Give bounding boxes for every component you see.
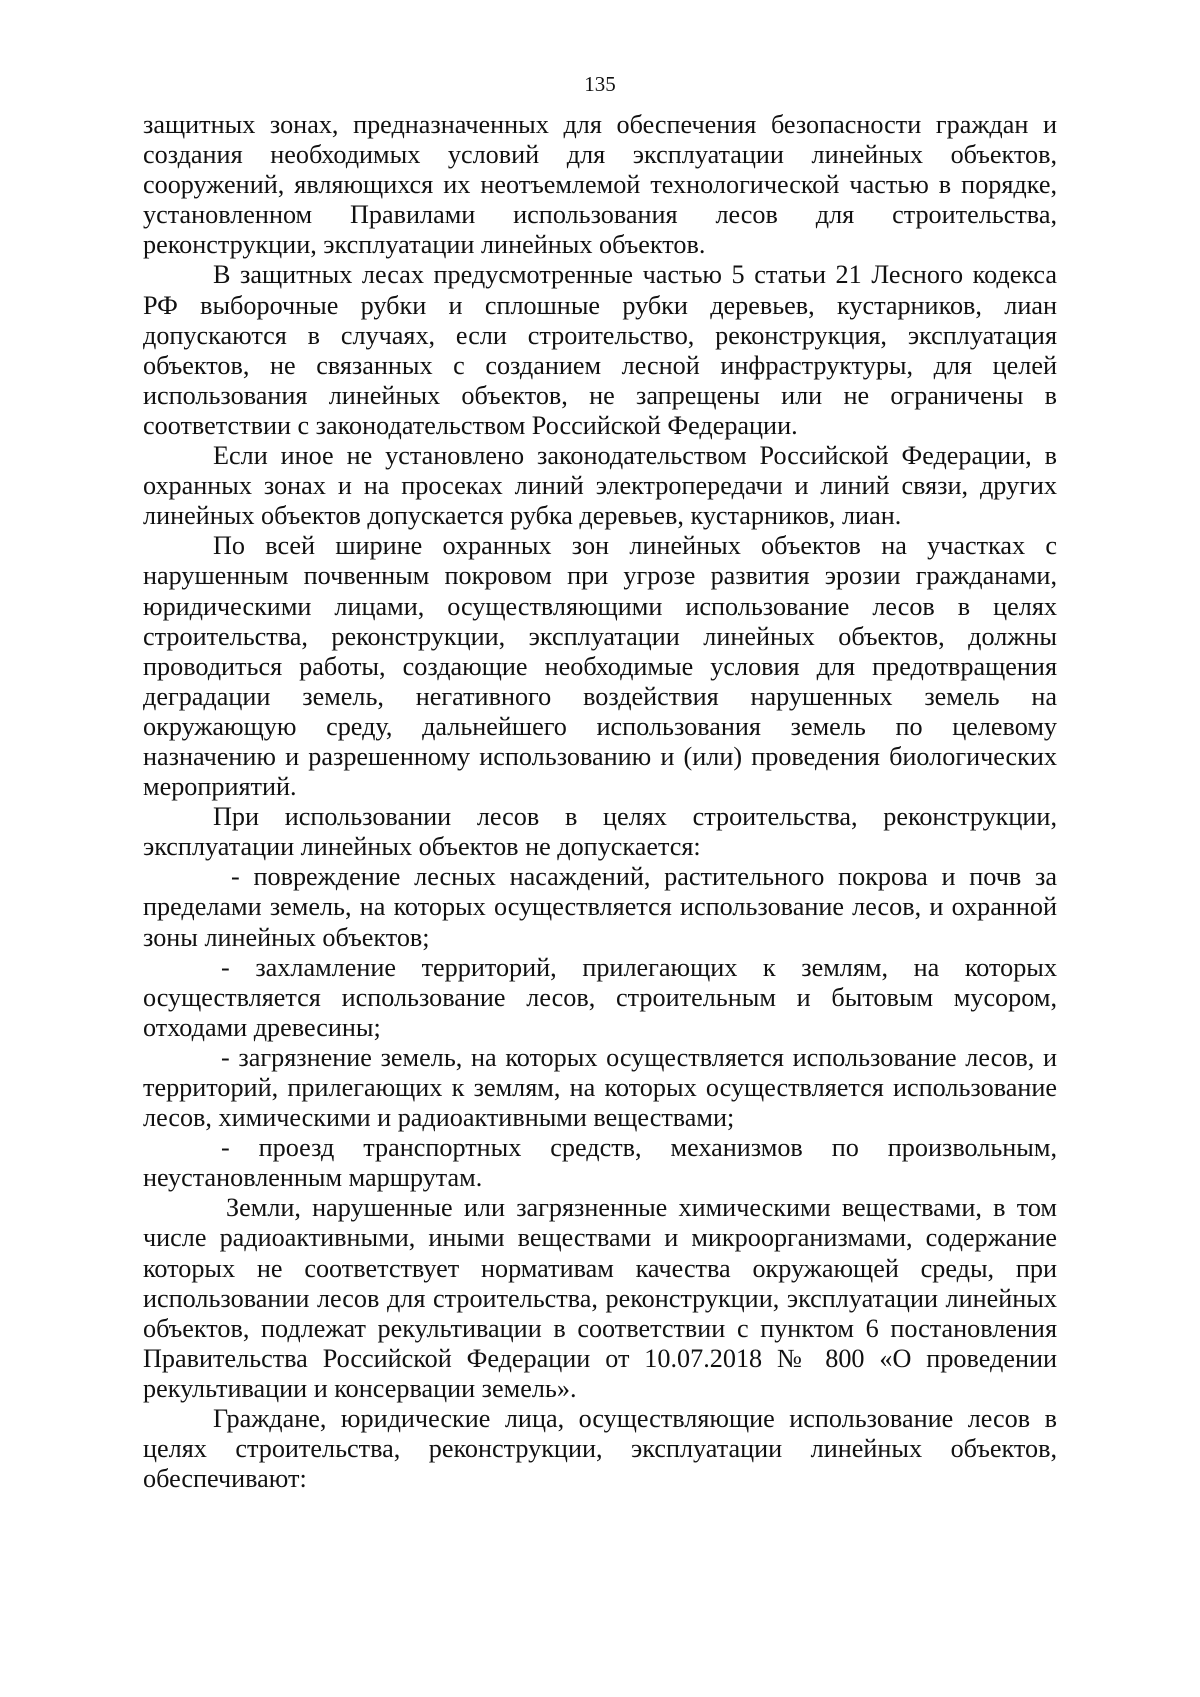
- list-item-vehicle-passage: - проезд транспортных средств, механизмов по произвольным, неустановленным маршрутам.: [143, 1133, 1057, 1193]
- list-item-littering: - захламление территорий, прилегающих к землям, на которых осуществляется использование лесов, строительным и бытовым мусором, отходами древесины;: [143, 952, 1057, 1042]
- paragraph-security-zones-felling: Если иное не установлено законодательством Российской Федерации, в охранных зонах и на просеках линий электропередачи и линий связи, других линейных объектов допускается рубка деревьев, кустарников, лиан.: [143, 441, 1057, 531]
- paragraph-prohibitions-intro: При использовании лесов в целях строительства, реконструкции, эксплуатации линейных объектов не допускается:: [143, 802, 1057, 862]
- paragraph-protective-forests: В защитных лесах предусмотренные частью 5 статьи 21 Лесного кодекса РФ выборочные рубки и сплошные рубки деревьев, кустарников, лиан допускаются в случаях, если строительство, реконструкция, эксплуатация объектов, не связанных с созданием лесной инфраструктуры, для целей использования линейных объектов, не запрещены или не ограничены в соответствии с законодательством Российской Федерации.: [143, 260, 1057, 440]
- document-body: [143, 110, 1057, 1494]
- paragraph-protective-zones-continuation: защитных зонах, предназначенных для обеспечения безопасности граждан и создания необходимых условий для эксплуатации линейных объектов, сооружений, являющихся их неотъемлемой технологической частью в порядке, установленном Правилами использования лесов для строительства, реконструкции, эксплуатации линейных объектов.: [143, 110, 1057, 260]
- page-number: 135: [584, 72, 616, 96]
- list-item-damage: - повреждение лесных насаждений, растительного покрова и почв за пределами земель, на которых осуществляется использование лесов, и охранной зоны линейных объектов;: [143, 862, 1057, 952]
- paragraph-obligations-intro: Граждане, юридические лица, осуществляющие использование лесов в целях строительства, реконструкции, эксплуатации линейных объектов, обеспечивают:: [143, 1404, 1057, 1494]
- list-item-pollution: - загрязнение земель, на которых осуществляется использование лесов, и территорий, прилегающих к землям, на которых осуществляется использование лесов, химическими и радиоактивными веществами;: [143, 1042, 1057, 1133]
- paragraph-erosion-works: По всей ширине охранных зон линейных объектов на участках с нарушенным почвенным покровом при угрозе развития эрозии гражданами, юридическими лицами, осуществляющими использование лесов в целях строительства, реконструкции, эксплуатации линейных объектов, должны проводиться работы, создающие необходимые условия для предотвращения деградации земель, негативного воздействия нарушенных земель на окружающую среду, дальнейшего использования земель по целевому назначению и разрешенному использованию и (или) проведения биологических мероприятий.: [143, 531, 1057, 802]
- paragraph-land-reclamation: Земли, нарушенные или загрязненные химическими веществами, в том числе радиоактивными, иными веществами и микроорганизмами, содержание которых не соответствует нормативам качества окружающей среды, при использовании лесов для строительства, реконструкции, эксплуатации линейных объектов, подлежат рекультивации в соответствии с пунктом 6 постановления Правительства Российской Федерации от 10.07.2018 № 800 «О проведении рекультивации и консервации земель».: [143, 1193, 1057, 1403]
